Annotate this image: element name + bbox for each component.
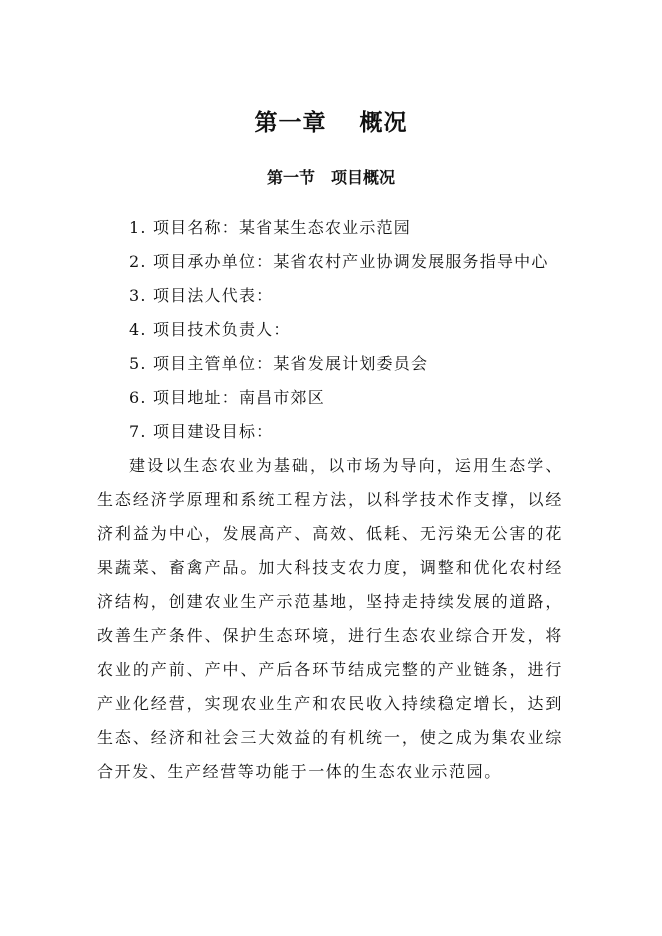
project-address-item: 6. 项目地址：南昌市郊区: [129, 388, 325, 407]
legal-representative-item: 3. 项目法人代表：: [129, 286, 274, 305]
document-body: [97, 211, 563, 789]
project-organizer-item: 2. 项目承办单位：某省农村产业协调发展服务指导中心: [129, 252, 549, 271]
section-title: 第一节 项目概况: [266, 168, 395, 187]
technical-lead-item: 4. 项目技术负责人：: [129, 320, 291, 339]
supervising-unit-item: 5. 项目主管单位：某省发展计划委员会: [129, 354, 429, 373]
project-name-item: 1. 项目名称：某省某生态农业示范园: [129, 218, 411, 237]
construction-goal-item: 7. 项目建设目标：: [129, 422, 274, 441]
construction-goal-paragraph: 建设以生态农业为基础，以市场为导向，运用生态学、生态经济学原理和系统工程方法，以科学技术作支撑，以经济利益为中心，发展高产、高效、低耗、无污染无公害的花果蔬菜、畜禽产品。加大科技支农力度，调整和优化农村经济结构，创建农业生产示范基地，坚持走持续发展的道路，改善生产条件、保护生态环境，进行生态农业综合开发，将农业的产前、产中、产后各环节结成完整的产业链条，进行产业化经营，实现农业生产和农民收入持续稳定增长，达到生态、经济和社会三大效益的有机统一，使之成为集农业综合开发、生产经营等功能于一体的生态农业示范园。: [97, 456, 563, 781]
chapter-title: 第一章 概况: [254, 109, 408, 136]
